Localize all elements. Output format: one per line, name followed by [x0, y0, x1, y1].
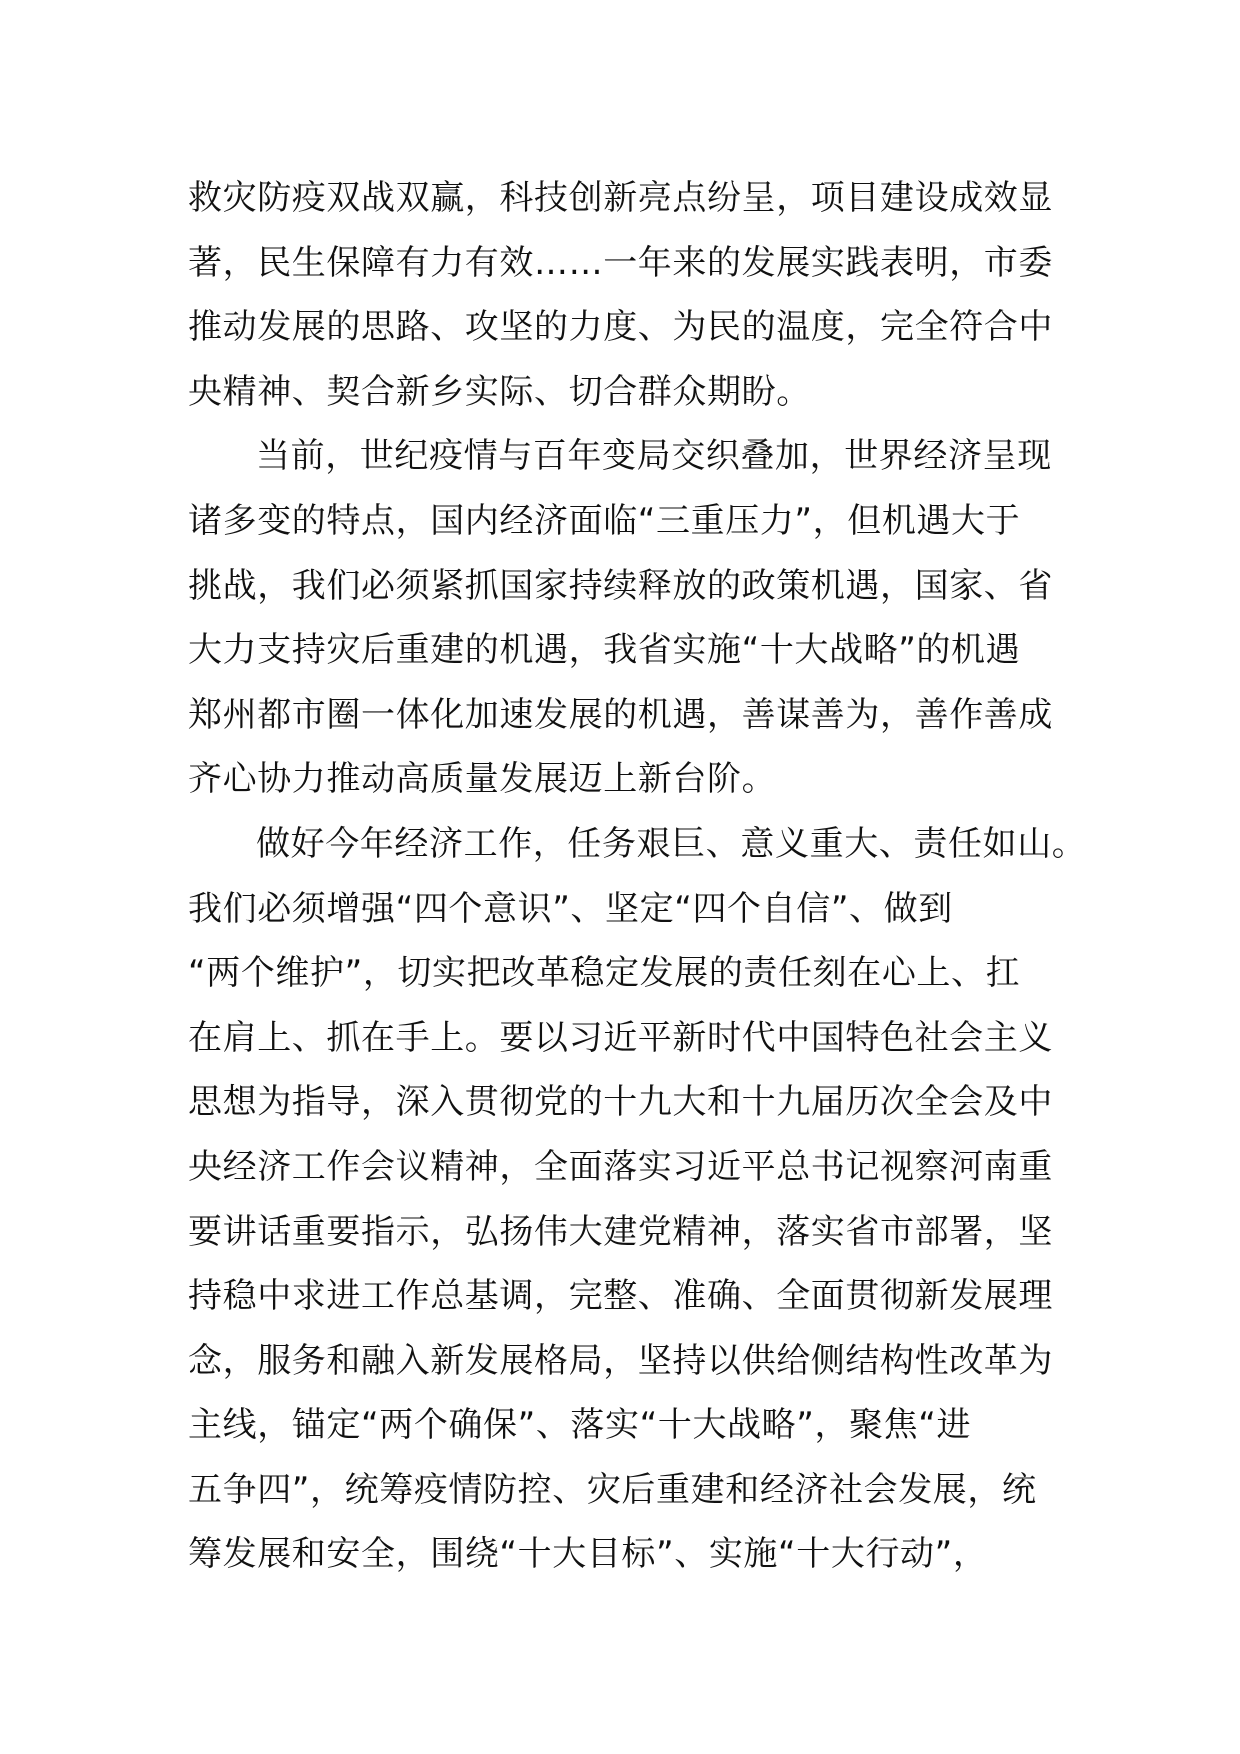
paragraph-start-line: 当前，世纪疫情与百年变局交织叠加，世界经济呈现	[256, 436, 1052, 477]
text-line: 推动发展的思路、攻坚的力度、为民的温度，完全符合中	[188, 307, 1053, 348]
text-line: 筹发展和安全，围绕“十大目标”、实施“十大行动”，	[188, 1534, 988, 1575]
text-line: 思想为指导，深入贯彻党的十九大和十九届历次全会及中	[188, 1082, 1053, 1123]
text-line: “两个维护”，切实把改革稳定发展的责任刻在心上、扛	[188, 953, 1021, 994]
text-line: 央经济工作会议精神，全面落实习近平总书记视察河南重	[188, 1146, 1053, 1187]
text-line: 挑战，我们必须紧抓国家持续释放的政策机遇，国家、省	[188, 565, 1053, 606]
text-line: 齐心协力推动高质量发展迈上新台阶。	[188, 759, 777, 800]
text-line: 著，民生保障有力有效……一年来的发展实践表明，市委	[188, 242, 1053, 283]
text-line: 大力支持灾后重建的机遇，我省实施“十大战略”的机遇	[188, 630, 1021, 671]
text-line: 诸多变的特点，国内经济面临“三重压力”，但机遇大于	[188, 500, 1021, 541]
text-line: 在肩上、抓在手上。要以习近平新时代中国特色社会主义	[188, 1017, 1053, 1058]
text-line: 救灾防疫双战双赢，科技创新亮点纷呈，项目建设成效显	[188, 178, 1053, 218]
document-body	[188, 166, 1087, 1587]
text-line: 五争四”，统筹疫情防控、灾后重建和经济社会发展，统	[188, 1469, 1037, 1510]
paragraph-start-line: 做好今年经济工作，任务艰巨、意义重大、责任如山。	[256, 823, 1087, 864]
text-line: 郑州都市圈一体化加速发展的机遇，善谋善为，善作善成	[188, 694, 1053, 735]
text-line: 要讲话重要指示，弘扬伟大建党精神，落实省市部署，坚	[188, 1211, 1053, 1252]
text-line: 央精神、契合新乡实际、切合群众期盼。	[188, 371, 811, 412]
text-line: 我们必须增强“四个意识”、坚定“四个自信”、做到	[188, 888, 953, 929]
text-line: 主线，锚定“两个确保”、落实“十大战略”，聚焦“进	[188, 1405, 972, 1446]
text-line: 持稳中求进工作总基调，完整、准确、全面贯彻新发展理	[188, 1276, 1053, 1317]
text-line: 念，服务和融入新发展格局，坚持以供给侧结构性改革为	[188, 1340, 1053, 1381]
